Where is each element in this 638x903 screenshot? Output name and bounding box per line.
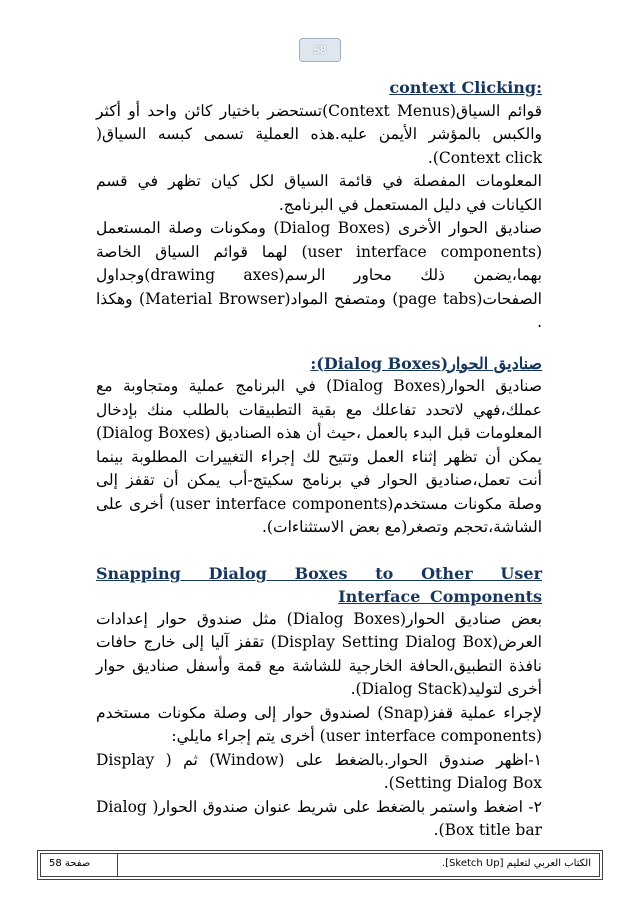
footer-book-title: الكتاب العربي لتعليم [Sketch Up]. xyxy=(441,858,591,869)
page-number-badge: 58 xyxy=(299,38,341,62)
paragraph-context-menus: قوائم السياق(Context Menus)تستحضر باختيار كائن واحد أو أكثر والكبس بالمؤشر الأيمن عليه.هذه العملية تسمى كبسه السياق( Context click). xyxy=(96,101,542,167)
heading-context-clicking: :context Clicking xyxy=(389,78,542,97)
step-2-drag-title-bar: ٢- اضغط واستمر بالضغط على شريط عنوان صندوق الحوار( Dialog Box title bar). xyxy=(96,797,542,839)
footer-divider xyxy=(117,854,118,876)
page-footer xyxy=(40,853,600,877)
footer-page-label: صفحة 58 xyxy=(49,858,91,869)
paragraph-other-dialogs: صناديق الحوار الأخرى (Dialog Boxes) ومكونات وصلة المستعمل (user interface components) لهما قوائم السياق الخاصة بهما،يضمن ذلك محاور الرسم(drawing axes)وجداول الصفحات(page tabs) ومتصفح المواد(Material Browser) وهكذا . xyxy=(96,219,542,331)
paragraph-snapping-intro: بعض صناديق الحوار(Dialog Boxes) مثل صندوق حوار إعدادات العرض(Display Setting Dialog Box) تقفز آليا إلى خارج حافات نافذة التطبيق،الحافة الخارجية للشاشة مع قمة وأسفل صناديق حوار أخرى لتوليد(Dialog Stack). xyxy=(96,609,542,698)
heading-dialog-boxes: صناديق الحوار(Dialog Boxes): xyxy=(310,353,542,373)
paragraph-snapping-procedure: لإجراء عملية قفز(Snap) لصندوق حوار إلى وصلة مكونات مستخدم (user interface components) أخرى يتم إجراء مايلي: xyxy=(96,703,542,745)
heading-snapping-dialog-boxes: Snapping Dialog Boxes to Other User Interface Components xyxy=(96,563,542,606)
page-content xyxy=(96,76,542,843)
paragraph-user-guide: المعلومات المفصلة في قائمة السياق لكل كيان تظهر في قسم الكيانات في دليل المستعمل في البرنامج. xyxy=(96,172,542,214)
paragraph-dialog-boxes: صناديق الحوار(Dialog Boxes) في البرنامج عملية ومتجاوبة مع عملك،فهي لاتحدد تفاعلك مع بقية التطبيقات بالطلب منك بإدخال المعلومات قبل البدء بالعمل ،حيث أن هذه الصناديق (Dialog Boxes) يمكن أن تظهر إثناء العمل وتتيح لك إجراء التغييرات المطلوبة بينما أنت تعمل،صناديق الحوار في برنامج سكيتج-أب يمكن أن تقفز إلى وصلة مكونات مستخدم(user interface components) أخرى على الشاشة،تحجم وتصغر(مع بعض الاستثناءات). xyxy=(96,377,543,536)
step-1-show-dialog: ١-اظهر صندوق الحوار.بالضغط على (Window) ثم ( Display Setting Dialog Box). xyxy=(96,750,542,792)
